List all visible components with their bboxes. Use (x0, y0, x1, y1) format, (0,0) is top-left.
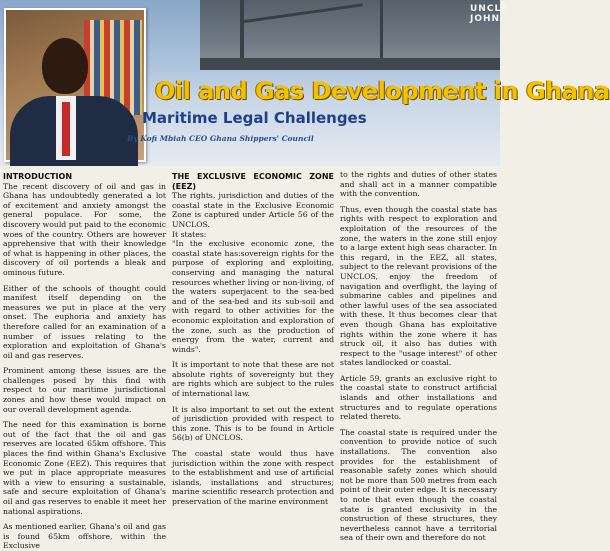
paragraph: It is also important to set out the extent of jurisdiction provided with respect to this zone. This is to be found in Article 56(b) of UNCLOS. (172, 404, 334, 443)
quote-paragraph: "In the exclusive economic zone, the coastal state has:sovereign rights for the purpose of exploring and exploiting, conserving and managing the natural resources whether living or non-living, of the waters superjacent to the sea-bed and of the sea-bed and its sub-soil and with regard to other activities for the economic exploitation and exploration of the zone, such as the production of energy from the water, current and winds". (172, 239, 334, 354)
column-1 (3, 170, 166, 551)
paragraph: Article 59, grants an exclusive right to the coastal state to construct artificial islands and other installations and structures and to regulate operations related thereto. (340, 373, 497, 422)
header-banner (0, 0, 610, 166)
section-heading-eez: THE EXCLUSIVE ECONOMIC ZONE (EEZ) (172, 172, 334, 191)
column-2 (172, 170, 334, 506)
article-subtitle: Maritime Legal Challenges (142, 109, 367, 127)
paragraph: The coastal state is required under the convention to provide notice of such installations. The convention also provides for the establishment of reasonable safety zones which should not be more than 500 metres from each point of their outer edge. It is necessary to note that even though the coastal state is granted exclusivity in the construction of these structures, they nevertheless cannot have a territorial sea of their own and therefore do not (340, 427, 498, 543)
column-3 (340, 170, 498, 543)
paragraph-lead: It states: (172, 229, 207, 239)
author-portrait (4, 8, 146, 162)
ship-name: UNCLE JOHN (470, 4, 509, 24)
section-heading-introduction: INTRODUCTION (3, 172, 73, 181)
paragraph: The need for this examination is borne out of the fact that the oil and gas reserves are located 65km offshore. This places the find within Ghana's Exclusive Economic Zone (EEZ). This requires that we put in place appropriate measures with a view to ensuring a sustainable, safe and secure exploitation of Ghana's oil and gas reserves to enable it meet her national aspirations. (3, 420, 166, 516)
paragraph: Prominent among these issues are the challenges posed by this find with respect to our maritime jurisdictional zones and how these would impact on our overall development agenda. (3, 366, 166, 414)
paragraph: Thus, even though the coastal state has rights with respect to exploration and exploitation of the resources of the zone, the waters in the zone still enjoy to a large extent high seas character. In this regard, in the EEZ, all states, subject to the relevant provisions of the UNCLOS, enjoy the freedom of navigation and overflight, the laying of submarine cables and pipelines and other lawful uses of the sea associated with these. It thus becomes clear that even though Ghana has exploitative rights within the zone where it has struck oil, it also has duties with respect to the "usage interest" of other states landlocked or coastal. (340, 204, 497, 368)
paragraph: The recent discovery of oil and gas in Ghana has undoubtedly generated a lot of excitement and anxiety amongst the general populace. For some, the discovery would put paid to the economic woes of the country. Others are however apprehensive that with their knowledge of what is happening in other places, the discovery of oil portends a bleak and ominous future. (3, 181, 166, 277)
paragraph: The coastal state would thus have jurisdiction within the zone with respect to the establishment and use of artificial islands, installations and structures; marine scientific research protection and preservation of the marine environment (172, 449, 334, 506)
ship-photo (200, 0, 509, 70)
article-byline: By Kofi Mbiah CEO Ghana Shippers' Council (127, 134, 314, 143)
paragraph: It is important to note that these are not absolute rights of sovereignty but they are rights which are subject to the rules of international law. (172, 360, 334, 399)
paragraph: As mentioned earlier, Ghana's oil and gas is found 65km offshore, within the Exclusive (3, 522, 166, 551)
paragraph: to the rights and duties of other states and shall act in a manner compatible with the convention. (340, 170, 497, 199)
paragraph: The rights, jurisdiction and duties of the coastal state in the Exclusive Economic Zone is captured under Article 56 of the UNCLOS. (172, 191, 334, 229)
paragraph: Either of the schools of thought could manifest itself depending on the measures we put in place at the very onset. The euphoria and anxiety has therefore called for an examination of a number of issues relating to the exploration and exploitation of Ghana's oil and gas reserves. (3, 283, 166, 360)
article-title: Oil and Gas Development in Ghana (155, 77, 610, 105)
